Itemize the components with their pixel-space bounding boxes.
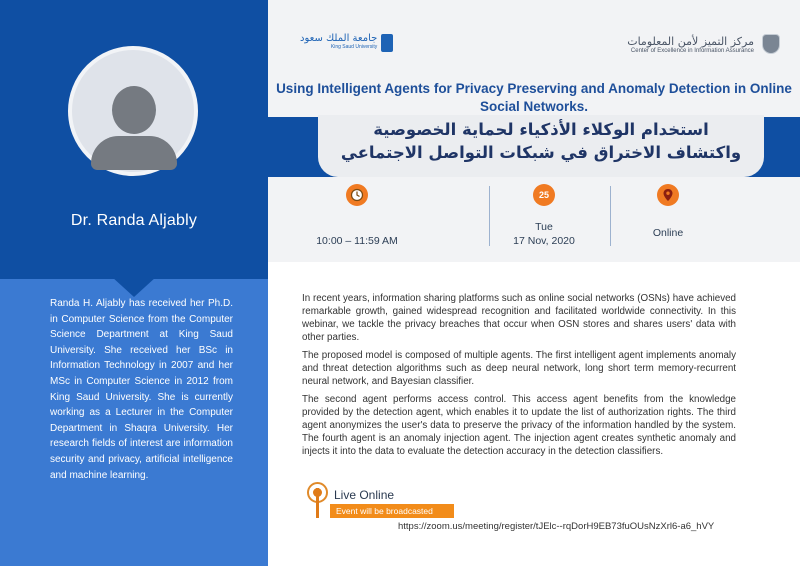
broadcast-note: Event will be broadcasted (330, 504, 454, 518)
event-time-text: 10:00 – 11:59 AM (316, 235, 398, 247)
ksu-logo (300, 34, 393, 52)
event-location-text: Online (652, 227, 684, 239)
description-paragraph: The proposed model is composed of multiple agents. The first intelligent agent implements anomaly and threat detection algorithms such as deep neural network, long short term memory-recurrent neural network, and Bayesian classifier. (302, 350, 736, 387)
panel-pointer (112, 277, 156, 297)
meeting-link[interactable]: https://zoom.us/meeting/register/tJElc--rqDorH9EB73fuOUsNzXrl6-a6_hVY (398, 521, 715, 532)
description-paragraph: In recent years, information sharing platforms such as online social networks (OSNs) have achieved remarkable growth, gained widespread recognition and facilitated worldwide connectivity. In this webinar, we tackle the privacy breaches that occur when OSN stores and shares users' data with other parties. (302, 293, 736, 343)
speaker-bio: Randa H. Aljably has received her Ph.D. in Computer Science from the Computer Science Department at King Saud University. She received her BSc in Information Technology in 2007 and her MSc in Computer Science in 2012 from King Saud University. She is currently working as a Lecturer in the Computer Department in Shaqra University. Her research fields of interest are information security and privacy, artificial intelligence and machine learning. (50, 298, 233, 481)
ksu-logo-arabic: جامعة الملك سعود (300, 33, 378, 44)
event-time (268, 178, 446, 262)
coeia-logo-arabic: مركز التميز لأمن المعلومات (627, 34, 754, 48)
location-pin-icon (657, 184, 679, 206)
live-online-badge (304, 480, 474, 520)
clock-icon (346, 184, 368, 206)
user-avatar-icon (112, 86, 156, 134)
ksu-emblem-icon (381, 34, 393, 52)
event-title-arabic-line2: واكتشاف الاختراق في شبكات التواصل الاجتماعي (340, 143, 742, 162)
speaker-panel (0, 0, 268, 279)
ksu-logo-english: King Saud University (330, 44, 378, 50)
event-title-english: Using Intelligent Agents for Privacy Preserving and Anomaly Detection in Online Social Networks. (276, 81, 792, 114)
broadcast-mast (316, 488, 319, 518)
event-title-arabic-line1: استخدام الوكلاء الأذكياء لحماية الخصوصية (373, 120, 709, 139)
user-avatar-body (91, 136, 177, 170)
event-location (583, 178, 753, 262)
coeia-logo (627, 34, 780, 54)
shield-icon (762, 34, 780, 54)
event-description (302, 292, 736, 463)
speaker-name: Dr. Randa Aljably (70, 212, 198, 229)
event-day: Tue (535, 221, 553, 233)
event-title-arabic (318, 118, 764, 164)
event-date-text: 17 Nov, 2020 (513, 235, 575, 247)
event-info-row (268, 178, 800, 262)
live-online-label: Live Online (334, 488, 395, 502)
calendar-icon: 25 (533, 184, 555, 206)
coeia-logo-english: Center of Excellence in Information Assurance (630, 47, 754, 54)
description-paragraph: The second agent performs access control. This access agent benefits from the knowledge provided by the detection agent, which enables it to update the list of authorization rights. The third agent anonymizes the user's data to preserve the privacy of the information handled by the system. The fourth agent is an anomaly injection agent. The injection agent creates synthetic anomaly and injects it into the data to evaluate the detection accuracy in the detection classifiers. (302, 394, 736, 457)
